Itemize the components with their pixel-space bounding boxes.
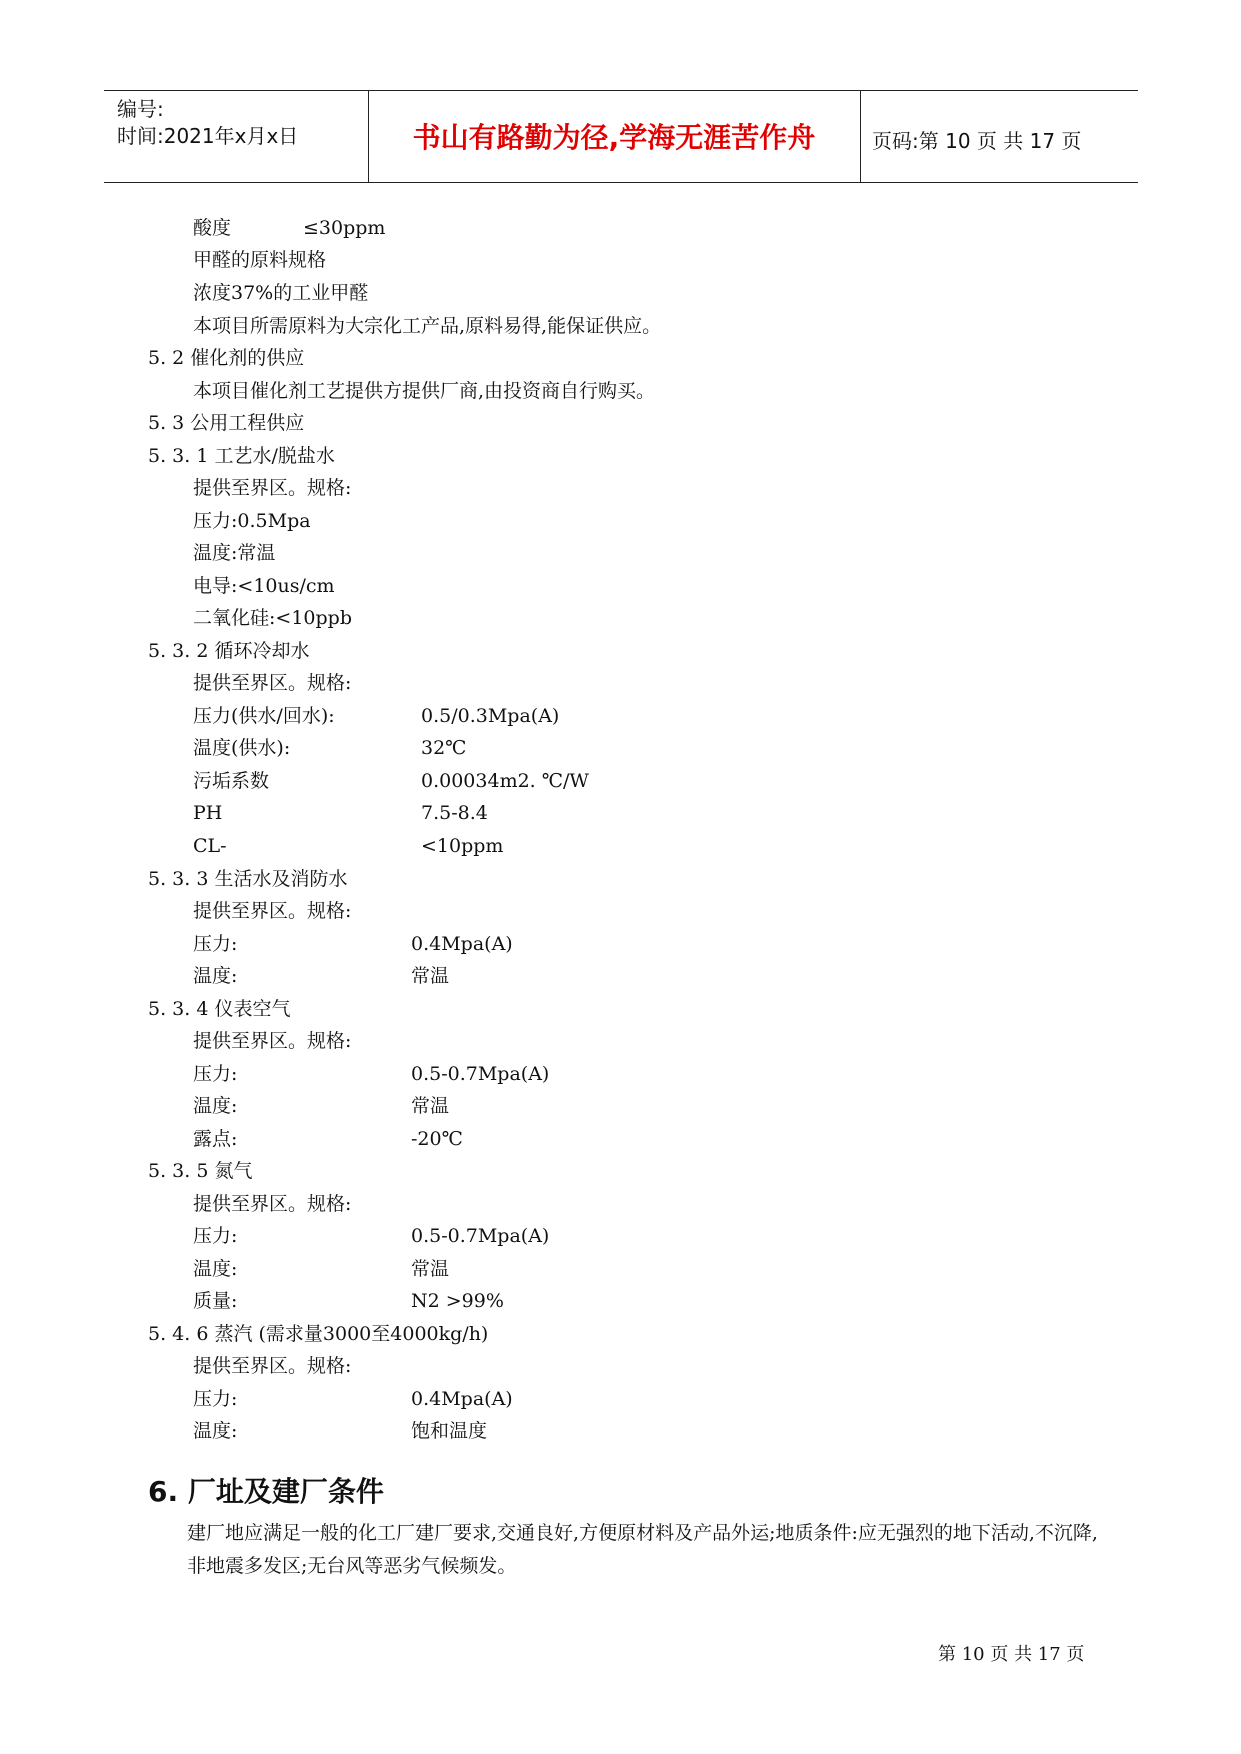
- section-5-3-5-supply: 提供至界区。规格:: [193, 1193, 352, 1215]
- spec-row-value: 0.5-0.7Mpa(A): [411, 1225, 550, 1247]
- spec-row-label: 压力:: [193, 1388, 238, 1410]
- section-5-3-1-supply: 提供至界区。规格:: [193, 477, 352, 499]
- section-5-3-1-title: 5. 3. 1 工艺水/脱盐水: [148, 445, 335, 467]
- spec-row-label: 压力(供水/回水):: [193, 705, 335, 727]
- header-time-label: 时间:2021年x月x日: [117, 124, 299, 148]
- header-bottom-rule: [104, 182, 1138, 183]
- section-6-paragraph: 建厂地应满足一般的化工厂建厂要求,交通良好,方便原材料及产品外运;地质条件:应无强烈的地下活动,不沉降,非地震多发区;无台风等恶劣气候频发。: [187, 1522, 1098, 1577]
- header-divider-right: [860, 90, 861, 182]
- raw-material-note: 本项目所需原料为大宗化工产品,原料易得,能保证供应。: [193, 315, 662, 337]
- section-5-3-1-temperature: 温度:常温: [193, 542, 276, 564]
- section-5-2-title: 5. 2 催化剂的供应: [148, 347, 305, 369]
- spec-row-value: 0.5/0.3Mpa(A): [421, 705, 560, 727]
- spec-row-label: 温度:: [193, 1258, 238, 1280]
- spec-row-value: <10ppm: [421, 835, 504, 857]
- spec-row-label: 温度:: [193, 1420, 238, 1442]
- footer-page-number: 第 10 页 共 17 页: [938, 1644, 1085, 1665]
- section-5-4-6-supply: 提供至界区。规格:: [193, 1355, 352, 1377]
- section-5-3-1-conductivity: 电导:<10us/cm: [193, 575, 335, 597]
- header-number-label: 编号:: [117, 97, 164, 121]
- spec-row-label: 温度(供水):: [193, 737, 291, 759]
- section-5-3-1-silica: 二氧化硅:<10ppb: [193, 607, 352, 629]
- spec-row-label: 露点:: [193, 1128, 238, 1150]
- spec-row-label: 压力:: [193, 1225, 238, 1247]
- spec-row-value: 0.00034m2. ℃/W: [421, 770, 589, 792]
- spec-row-value: 0.4Mpa(A): [411, 1388, 513, 1410]
- spec-row-label: PH: [193, 802, 223, 824]
- spec-row-value: 常温: [411, 965, 450, 987]
- spec-row-label: 压力:: [193, 1063, 238, 1085]
- section-5-2-text: 本项目催化剂工艺提供方提供厂商,由投资商自行购买。: [193, 380, 656, 402]
- section-5-4-6-title: 5. 4. 6 蒸汽 (需求量3000至4000kg/h): [148, 1323, 489, 1345]
- spec-row-label: 温度:: [193, 965, 238, 987]
- section-5-3-title: 5. 3 公用工程供应: [148, 412, 305, 434]
- section-5-3-4-supply: 提供至界区。规格:: [193, 1030, 352, 1052]
- section-5-3-1-pressure: 压力:0.5Mpa: [193, 510, 311, 532]
- section-5-3-2-supply: 提供至界区。规格:: [193, 672, 352, 694]
- section-5-3-3-title: 5. 3. 3 生活水及消防水: [148, 868, 348, 890]
- section-6-heading: 6. 厂址及建厂条件: [148, 1475, 384, 1508]
- section-5-3-4-title: 5. 3. 4 仪表空气: [148, 998, 291, 1020]
- spec-row-value: 7.5-8.4: [421, 802, 488, 824]
- spec-row-value: 0.4Mpa(A): [411, 933, 513, 955]
- header-motto: 书山有路勤为径,学海无涯苦作舟: [412, 121, 816, 154]
- spec-row-label: 污垢系数: [193, 770, 270, 792]
- formaldehyde-concentration: 浓度37%的工业甲醛: [193, 282, 369, 304]
- spec-row-value: N2 >99%: [411, 1290, 504, 1312]
- spec-row-value: 0.5-0.7Mpa(A): [411, 1063, 550, 1085]
- header-page-label: 页码:第 10 页 共 17 页: [872, 129, 1082, 153]
- spec-row-value: 饱和温度: [411, 1420, 488, 1442]
- spec-row-value: 常温: [411, 1258, 450, 1280]
- acidity-value: ≤30ppm: [303, 217, 386, 239]
- spec-row-value: 32℃: [421, 737, 467, 759]
- section-5-3-3-supply: 提供至界区。规格:: [193, 900, 352, 922]
- acidity-label: 酸度: [193, 217, 232, 239]
- section-5-3-5-title: 5. 3. 5 氮气: [148, 1160, 253, 1182]
- spec-row-value: 常温: [411, 1095, 450, 1117]
- spec-row-label: 质量:: [193, 1290, 238, 1312]
- spec-row-label: 压力:: [193, 933, 238, 955]
- spec-row-label: CL-: [193, 835, 227, 857]
- spec-row-label: 温度:: [193, 1095, 238, 1117]
- header-top-rule: [104, 90, 1138, 91]
- spec-row-value: -20℃: [411, 1128, 463, 1150]
- formaldehyde-spec: 甲醛的原料规格: [193, 249, 327, 271]
- section-5-3-2-title: 5. 3. 2 循环冷却水: [148, 640, 310, 662]
